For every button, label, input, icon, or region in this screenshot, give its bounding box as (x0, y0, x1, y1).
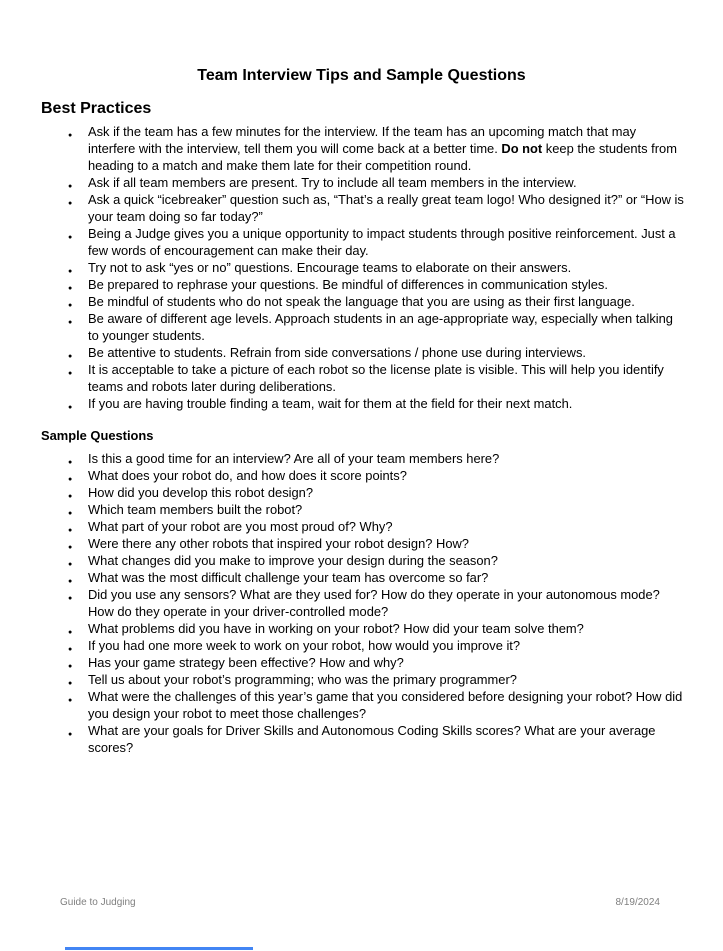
list-item: ● It is acceptable to take a picture of each robot so the license plate is visible. This will help you identify teams and robots later during deliberations. (88, 361, 684, 395)
list-item: ● What was the most difficult challenge your team has overcome so far? (88, 569, 684, 586)
list-item: ● Be attentive to students. Refrain from side conversations / phone use during interviews. (88, 344, 684, 361)
sample-questions-list (0, 450, 723, 756)
list-item: ● What problems did you have in working on your robot? How did your team solve them? (88, 620, 684, 637)
list-item: ● How did you develop this robot design? (88, 484, 684, 501)
list-item: ● What part of your robot are you most proud of? Why? (88, 518, 684, 535)
list-item: ● If you are having trouble finding a team, wait for them at the field for their next match. (88, 395, 684, 412)
list-item: ● What were the challenges of this year’s game that you considered before designing your robot? How did you design your robot to meet those challenges? (88, 688, 684, 722)
list-item: ● Is this a good time for an interview? Are all of your team members here? (88, 450, 684, 467)
list-item: ● Ask a quick “icebreaker” question such as, “That’s a really great team logo! Who designed it?” or “How is your team doing so far today?” (88, 191, 684, 225)
page-footer (0, 897, 723, 909)
list-item: ● Ask if all team members are present. Try to include all team members in the interview. (88, 174, 684, 191)
sample-questions-heading: Sample Questions (41, 428, 154, 443)
list-item: ● Which team members built the robot? (88, 501, 684, 518)
list-item: ● Did you use any sensors? What are they used for? How do they operate in your autonomous mode? How do they operate in your driver-controlled mode? (88, 586, 684, 620)
list-item: ● Has your game strategy been effective? How and why? (88, 654, 684, 671)
list-item: ● If you had one more week to work on your robot, how would you improve it? (88, 637, 684, 654)
list-item: ● Tell us about your robot’s programming; who was the primary programmer? (88, 671, 684, 688)
best-practices-heading: Best Practices (41, 100, 152, 117)
list-item: ● What changes did you make to improve your design during the season? (88, 552, 684, 569)
footer-date: 8/19/2024 (615, 897, 660, 908)
list-item: ● What does your robot do, and how does it score points? (88, 467, 684, 484)
footer-doc-name: Guide to Judging (60, 897, 136, 908)
list-item: ● Being a Judge gives you a unique opportunity to impact students through positive reinforcement. Just a few words of encouragement can make their day. (88, 225, 684, 259)
list-item: ● What are your goals for Driver Skills and Autonomous Coding Skills scores? What are your average scores? (88, 722, 684, 756)
list-item: ● Ask if the team has a few minutes for the interview. If the team has an upcoming match that may interfere with the interview, tell them you will come back at a better time. Do not keep the students from heading to a match and make them late for their competition round. (88, 123, 684, 174)
page-title: Team Interview Tips and Sample Questions (197, 67, 526, 84)
list-item: ● Try not to ask “yes or no” questions. Encourage teams to elaborate on their answers. (88, 259, 684, 276)
best-practices-list (0, 123, 723, 412)
list-item: ● Were there any other robots that inspired your robot design? How? (88, 535, 684, 552)
section-best-practices (0, 100, 723, 412)
section-sample-questions (0, 428, 723, 756)
list-item: ● Be mindful of students who do not speak the language that you are using as their first language. (88, 293, 684, 310)
list-item: ● Be prepared to rephrase your questions. Be mindful of differences in communication styles. (88, 276, 684, 293)
accent-line (65, 947, 253, 950)
list-item: ● Be aware of different age levels. Approach students in an age-appropriate way, especially when talking to younger students. (88, 310, 684, 344)
